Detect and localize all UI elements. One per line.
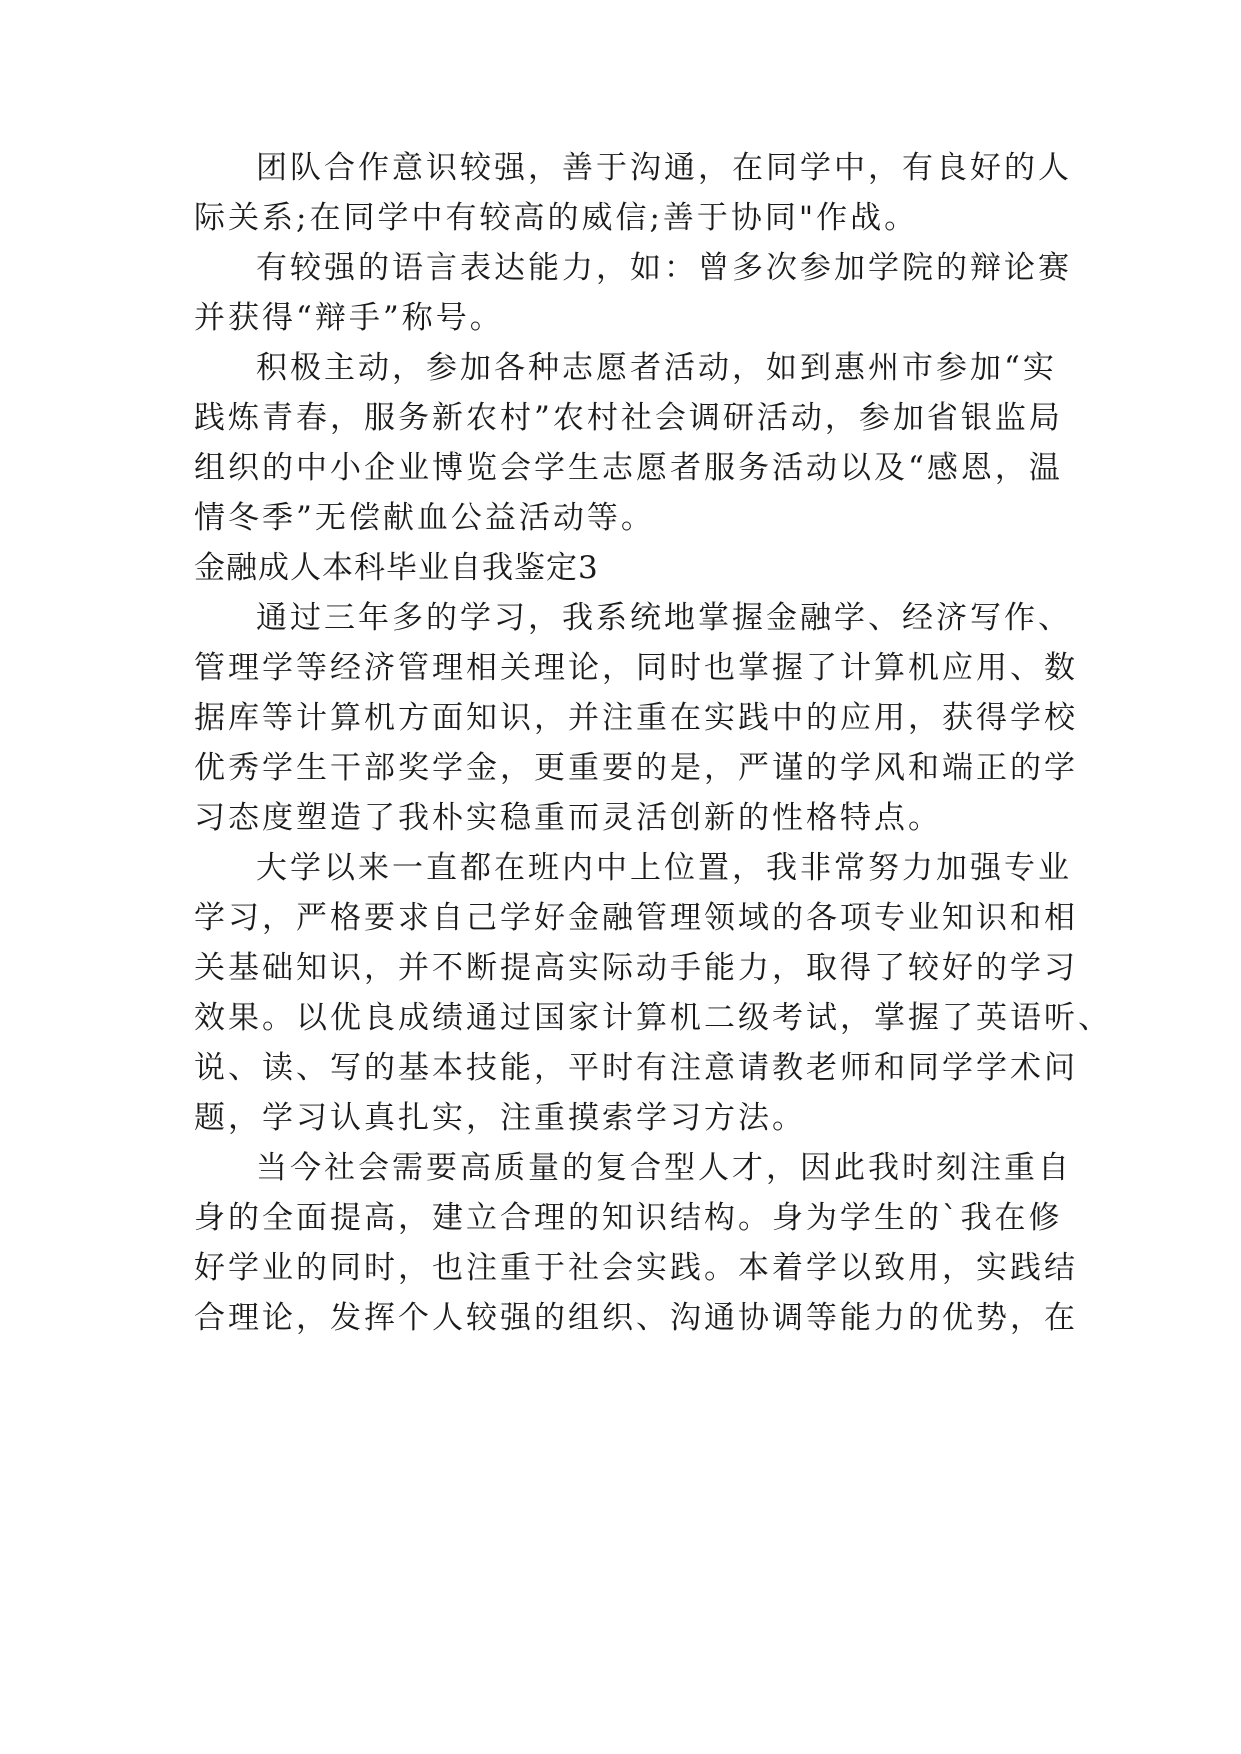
section-heading: 金融成人本科毕业自我鉴定3 <box>194 550 599 586</box>
paragraph-4-line-5: 习态度塑造了我朴实稳重而灵活创新的性格特点。 <box>194 800 942 836</box>
paragraph-3-line-2: 践炼青春，服务新农村”农村社会调研活动，参加省银监局 <box>194 400 1063 436</box>
paragraph-4-line-2: 管理学等经济管理相关理论，同时也掌握了计算机应用、数 <box>194 650 1078 686</box>
paragraph-6-line-1: 当今社会需要高质量的复合型人才，因此我时刻注重自 <box>256 1150 1072 1186</box>
paragraph-6-line-4: 合理论，发挥个人较强的组织、沟通协调等能力的优势，在 <box>194 1300 1078 1336</box>
paragraph-3-line-4: 情冬季”无偿献血公益活动等。 <box>194 500 655 536</box>
paragraph-6-line-2: 身的全面提高，建立合理的知识结构。身为学生的`我在修 <box>194 1200 1063 1236</box>
paragraph-6-line-3: 好学业的同时，也注重于社会实践。本着学以致用，实践结 <box>194 1250 1078 1286</box>
paragraph-5-line-4: 效果。以优良成绩通过国家计算机二级考试，掌握了英语听、 <box>194 1000 1112 1036</box>
paragraph-5-line-2: 学习，严格要求自己学好金融管理领域的各项专业知识和相 <box>194 900 1078 936</box>
paragraph-2-line-1: 有较强的语言表达能力，如：曾多次参加学院的辩论赛 <box>256 250 1072 286</box>
paragraph-3-line-1: 积极主动，参加各种志愿者活动，如到惠州市参加“实 <box>256 350 1057 386</box>
paragraph-1-line-1: 团队合作意识较强，善于沟通，在同学中，有良好的人 <box>256 150 1072 186</box>
paragraph-2-line-2: 并获得“辩手”称号。 <box>194 300 504 336</box>
paragraph-5-line-5: 说、读、写的基本技能，平时有注意请教老师和同学学术问 <box>194 1050 1078 1086</box>
paragraph-5-line-6: 题，学习认真扎实，注重摸索学习方法。 <box>194 1100 806 1136</box>
paragraph-4-line-4: 优秀学生干部奖学金，更重要的是，严谨的学风和端正的学 <box>194 750 1078 786</box>
paragraph-4-line-3: 据库等计算机方面知识，并注重在实践中的应用，获得学校 <box>194 700 1078 736</box>
paragraph-1-line-2: 际关系;在同学中有较高的威信;善于协同"作战。 <box>194 200 919 236</box>
paragraph-5-line-3: 关基础知识，并不断提高实际动手能力，取得了较好的学习 <box>194 950 1078 986</box>
paragraph-5-line-1: 大学以来一直都在班内中上位置，我非常努力加强专业 <box>256 850 1072 886</box>
paragraph-3-line-3: 组织的中小企业博览会学生志愿者服务活动以及“感恩，温 <box>194 450 1063 486</box>
paragraph-4-line-1: 通过三年多的学习，我系统地掌握金融学、经济写作、 <box>256 600 1072 636</box>
